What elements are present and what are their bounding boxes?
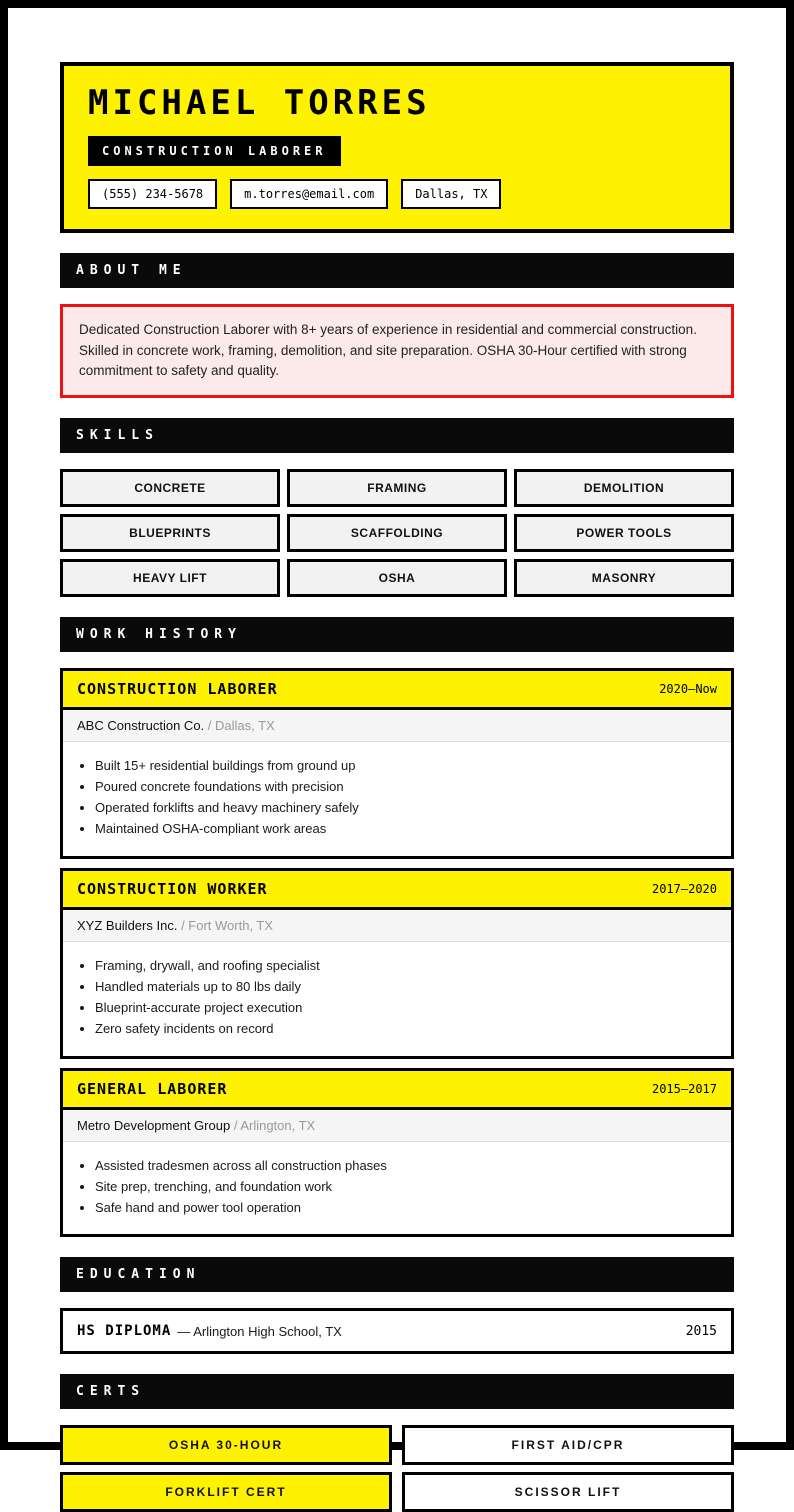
skills-heading: SKILLS [60,418,734,453]
skill-chip: FRAMING [287,469,507,507]
job-dates: 2017—2020 [651,881,717,896]
education-section [60,1257,734,1354]
job-title-bar [63,671,731,710]
skill-chip: HEAVY LIFT [60,559,280,597]
job-bullets [63,942,731,1056]
job-company-row [63,710,731,742]
job-title: GENERAL LABORER [77,1079,228,1098]
education-school: — Arlington High School, TX [177,1323,342,1339]
skill-chip: DEMOLITION [514,469,734,507]
about-section [60,253,734,398]
job-bullet: • Operated forklifts and heavy machinery safely [95,800,717,816]
job-title: CONSTRUCTION WORKER [77,879,268,898]
job-bullet: • Zero safety incidents on record [95,1021,717,1037]
job-bullet: • Poured concrete foundations with precision [95,779,717,795]
about-text: Dedicated Construction Laborer with 8+ years of experience in residential and commercial construction. Skilled in concrete work, framing, demolition, and site preparation. OSHA 30-Hour certified with strong commitment to safety and quality. [60,304,734,398]
skill-chip: CONCRETE [60,469,280,507]
skill-chip: SCAFFOLDING [287,514,507,552]
contact-row [88,179,706,209]
work-history-heading: WORK HISTORY [60,617,734,652]
skills-section [60,418,734,597]
work-history-section [60,617,734,1238]
skill-chip: POWER TOOLS [514,514,734,552]
job-company: Metro Development Group [77,1117,231,1133]
job-bullet: • Site prep, trenching, and foundation work [95,1179,717,1195]
certs-section [60,1374,734,1512]
role-badge: CONSTRUCTION LABORER [88,136,341,166]
skill-chip: OSHA [287,559,507,597]
cert-chip: FIRST AID/CPR [402,1425,734,1465]
job-card [60,868,734,1059]
education-heading: EDUCATION [60,1257,734,1292]
email-chip: m.torres@email.com [230,179,388,209]
education-degree: HS DIPLOMA [77,1323,172,1340]
job-location: / Dallas, TX [207,717,275,733]
certs-grid [60,1425,734,1512]
job-bullet: • Framing, drywall, and roofing specialist [95,958,717,974]
job-bullet: • Built 15+ residential buildings from ground up [95,758,717,774]
cert-chip: SCISSOR LIFT [402,1472,734,1512]
job-location: / Fort Worth, TX [181,917,274,933]
skill-chip: MASONRY [514,559,734,597]
job-bullets [63,742,731,856]
cert-chip: OSHA 30-HOUR [60,1425,392,1465]
job-card [60,668,734,859]
education-year: 2015 [685,1323,717,1339]
skill-chip: BLUEPRINTS [60,514,280,552]
job-company: XYZ Builders Inc. [77,917,178,933]
header-card [60,62,734,233]
job-dates: 2015—2017 [651,1081,717,1096]
job-title: CONSTRUCTION LABORER [77,679,278,698]
job-dates: 2020—Now [659,681,717,696]
candidate-name: MICHAEL TORRES [88,83,431,123]
job-bullet: • Assisted tradesmen across all construction phases [95,1158,717,1174]
education-entry [60,1308,734,1354]
cert-chip: FORKLIFT CERT [60,1472,392,1512]
phone-chip: (555) 234-5678 [88,179,217,209]
job-company-row [63,910,731,942]
job-company: ABC Construction Co. [77,717,205,733]
job-bullet: • Maintained OSHA-compliant work areas [95,821,717,837]
job-bullet: • Safe hand and power tool operation [95,1200,717,1216]
job-bullet: • Handled materials up to 80 lbs daily [95,979,717,995]
skills-grid [60,469,734,597]
job-location: / Arlington, TX [233,1117,316,1133]
certs-heading: CERTS [60,1374,734,1409]
job-company-row [63,1110,731,1142]
job-bullet: • Blueprint-accurate project execution [95,1000,717,1016]
job-card [60,1068,734,1238]
location-chip: Dallas, TX [401,179,501,209]
job-bullets [63,1142,731,1235]
job-title-bar [63,871,731,910]
job-title-bar [63,1071,731,1110]
about-heading: ABOUT ME [60,253,734,288]
